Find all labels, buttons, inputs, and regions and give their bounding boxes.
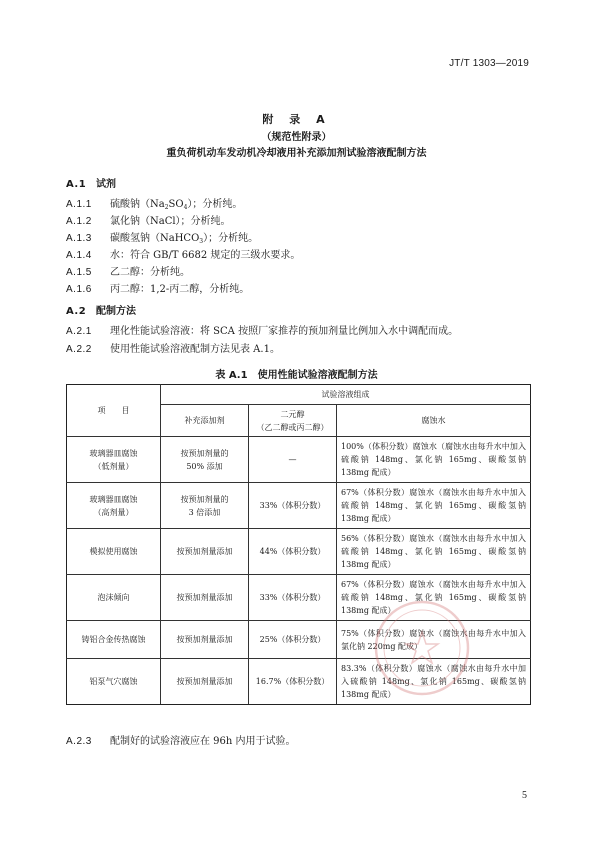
item-number: A.1.5	[66, 267, 92, 278]
cell-item: 铝泵气穴腐蚀	[67, 659, 161, 705]
cell-glycol: 44%（体积分数）	[249, 529, 337, 575]
cell-sca: 按预加剂量的 3 倍添加	[161, 483, 249, 529]
item-text: 碳酸氢钠（NaHCO$_3$）；分析纯。	[110, 233, 259, 245]
header-water: 腐蚀水	[337, 405, 531, 437]
item-a11	[66, 195, 242, 211]
header-glycol: 二元醇 （乙二醇或丙二醇）	[249, 405, 337, 437]
annex-name: 重负荷机动车发动机冷却液用补充添加剂试验溶液配制方法	[166, 148, 427, 159]
clause-a2	[66, 302, 136, 317]
item-text: 硫酸钠$(Na_2SO_4)$；分析纯。	[110, 199, 243, 211]
item-number: A.2.2	[66, 344, 92, 355]
item-number: A.1.6	[66, 284, 92, 295]
table-row	[67, 483, 531, 529]
item-number: A.1.2	[66, 216, 92, 227]
item-number: A.1.1	[66, 199, 92, 210]
cell-item: 模拟使用腐蚀	[67, 529, 161, 575]
page-number: 5	[522, 790, 527, 801]
table-row	[67, 437, 531, 483]
header-sca: 补充添加剂	[161, 405, 249, 437]
item-number: A.2.3	[66, 736, 92, 747]
cell-glycol: 33%（体积分数）	[249, 483, 337, 529]
item-text: 氯化钠（NaCl）；分析纯。	[110, 216, 231, 227]
item-text: 理化性能试验溶液：将 SCA 按照厂家推荐的预加剂量比例加入水中调配而成。	[110, 326, 459, 337]
item-number: A.2.1	[66, 326, 92, 337]
cell-sca: 按预加剂量添加	[161, 529, 249, 575]
item-a16	[66, 280, 249, 295]
cell-item: 玻璃器皿腐蚀 （高剂量）	[67, 483, 161, 529]
item-a12	[66, 212, 231, 227]
cell-corrosive-water: 100%（体积分数）腐蚀水（腐蚀水由每升水中加入硫酸钠 148mg、氯化钠 165mg、碳酸氢钠 138mg 配成）	[337, 437, 531, 483]
table-row	[67, 529, 531, 575]
cell-item: 泡沫倾向	[67, 575, 161, 621]
header-composition: 试验溶液组成	[161, 385, 531, 405]
cell-glycol: 25%（体积分数）	[249, 621, 337, 659]
clause-title: 试剂	[96, 179, 116, 190]
table-row	[67, 575, 531, 621]
cell-sca: 按预加剂量添加	[161, 575, 249, 621]
header-item: 项 目	[67, 385, 161, 437]
cell-corrosive-water: 56%（体积分数）腐蚀水（腐蚀水由每升水中加入硫酸钠 148mg、氯化钠 165mg、碳酸氢钠 138mg 配成）	[337, 529, 531, 575]
note-a23	[66, 732, 296, 747]
annex-title: 附 录 A	[262, 113, 331, 126]
clause-a1	[66, 175, 116, 190]
item-a15	[66, 263, 190, 278]
table-row	[67, 659, 531, 705]
cell-sca: 按预加剂量添加	[161, 659, 249, 705]
item-a22	[66, 340, 280, 355]
item-text: 水：符合 GB/T 6682 规定的三级水要求。	[110, 250, 301, 261]
cell-corrosive-water: 67%（体积分数）腐蚀水（腐蚀水由每升水中加入硫酸钠 148mg、氯化钠 165mg、碳酸氢钠 138mg 配成）	[337, 575, 531, 621]
item-number: A.1.3	[66, 233, 92, 244]
cell-corrosive-water: 83.3%（体积分数）腐蚀水（腐蚀水由每升水中加入硫酸钠 148mg、氯化钠 165mg、碳酸氢钠 138mg 配成）	[337, 659, 531, 705]
item-text: 使用性能试验溶液配制方法见表 A.1。	[110, 344, 280, 355]
clause-number: A.1	[66, 179, 87, 190]
item-text: 配制好的试验溶液应在 96h 内用于试验。	[110, 736, 296, 747]
item-number: A.1.4	[66, 250, 92, 261]
item-a21	[66, 322, 458, 337]
cell-corrosive-water: 75%（体积分数）腐蚀水（腐蚀水由每升水中加入氯化钠 220mg 配成）	[337, 621, 531, 659]
cell-sca: 按预加剂量的 50% 添加	[161, 437, 249, 483]
table-row	[67, 621, 531, 659]
item-text: 丙二醇：1,2-丙二醇，分析纯。	[110, 284, 250, 295]
cell-glycol: —	[249, 437, 337, 483]
standard-code: JT/T 1303—2019	[449, 58, 529, 69]
solution-table	[66, 384, 531, 705]
table-caption: 表 A.1 使用性能试验溶液配制方法	[215, 370, 378, 381]
item-a13	[66, 229, 258, 245]
clause-number: A.2	[66, 306, 87, 317]
cell-corrosive-water: 67%（体积分数）腐蚀水（腐蚀水由每升水中加入硫酸钠 148mg、氯化钠 165mg、碳酸氢钠 138mg 配成）	[337, 483, 531, 529]
cell-sca: 按预加剂量添加	[161, 621, 249, 659]
cell-item: 玻璃器皿腐蚀 （低剂量）	[67, 437, 161, 483]
item-a14	[66, 246, 300, 261]
annex-type: （规范性附录）	[261, 132, 332, 143]
cell-item: 铸铝合金传热腐蚀	[67, 621, 161, 659]
item-text: 乙二醇：分析纯。	[110, 267, 190, 278]
clause-title: 配制方法	[96, 306, 136, 317]
cell-glycol: 16.7%（体积分数）	[249, 659, 337, 705]
cell-glycol: 33%（体积分数）	[249, 575, 337, 621]
